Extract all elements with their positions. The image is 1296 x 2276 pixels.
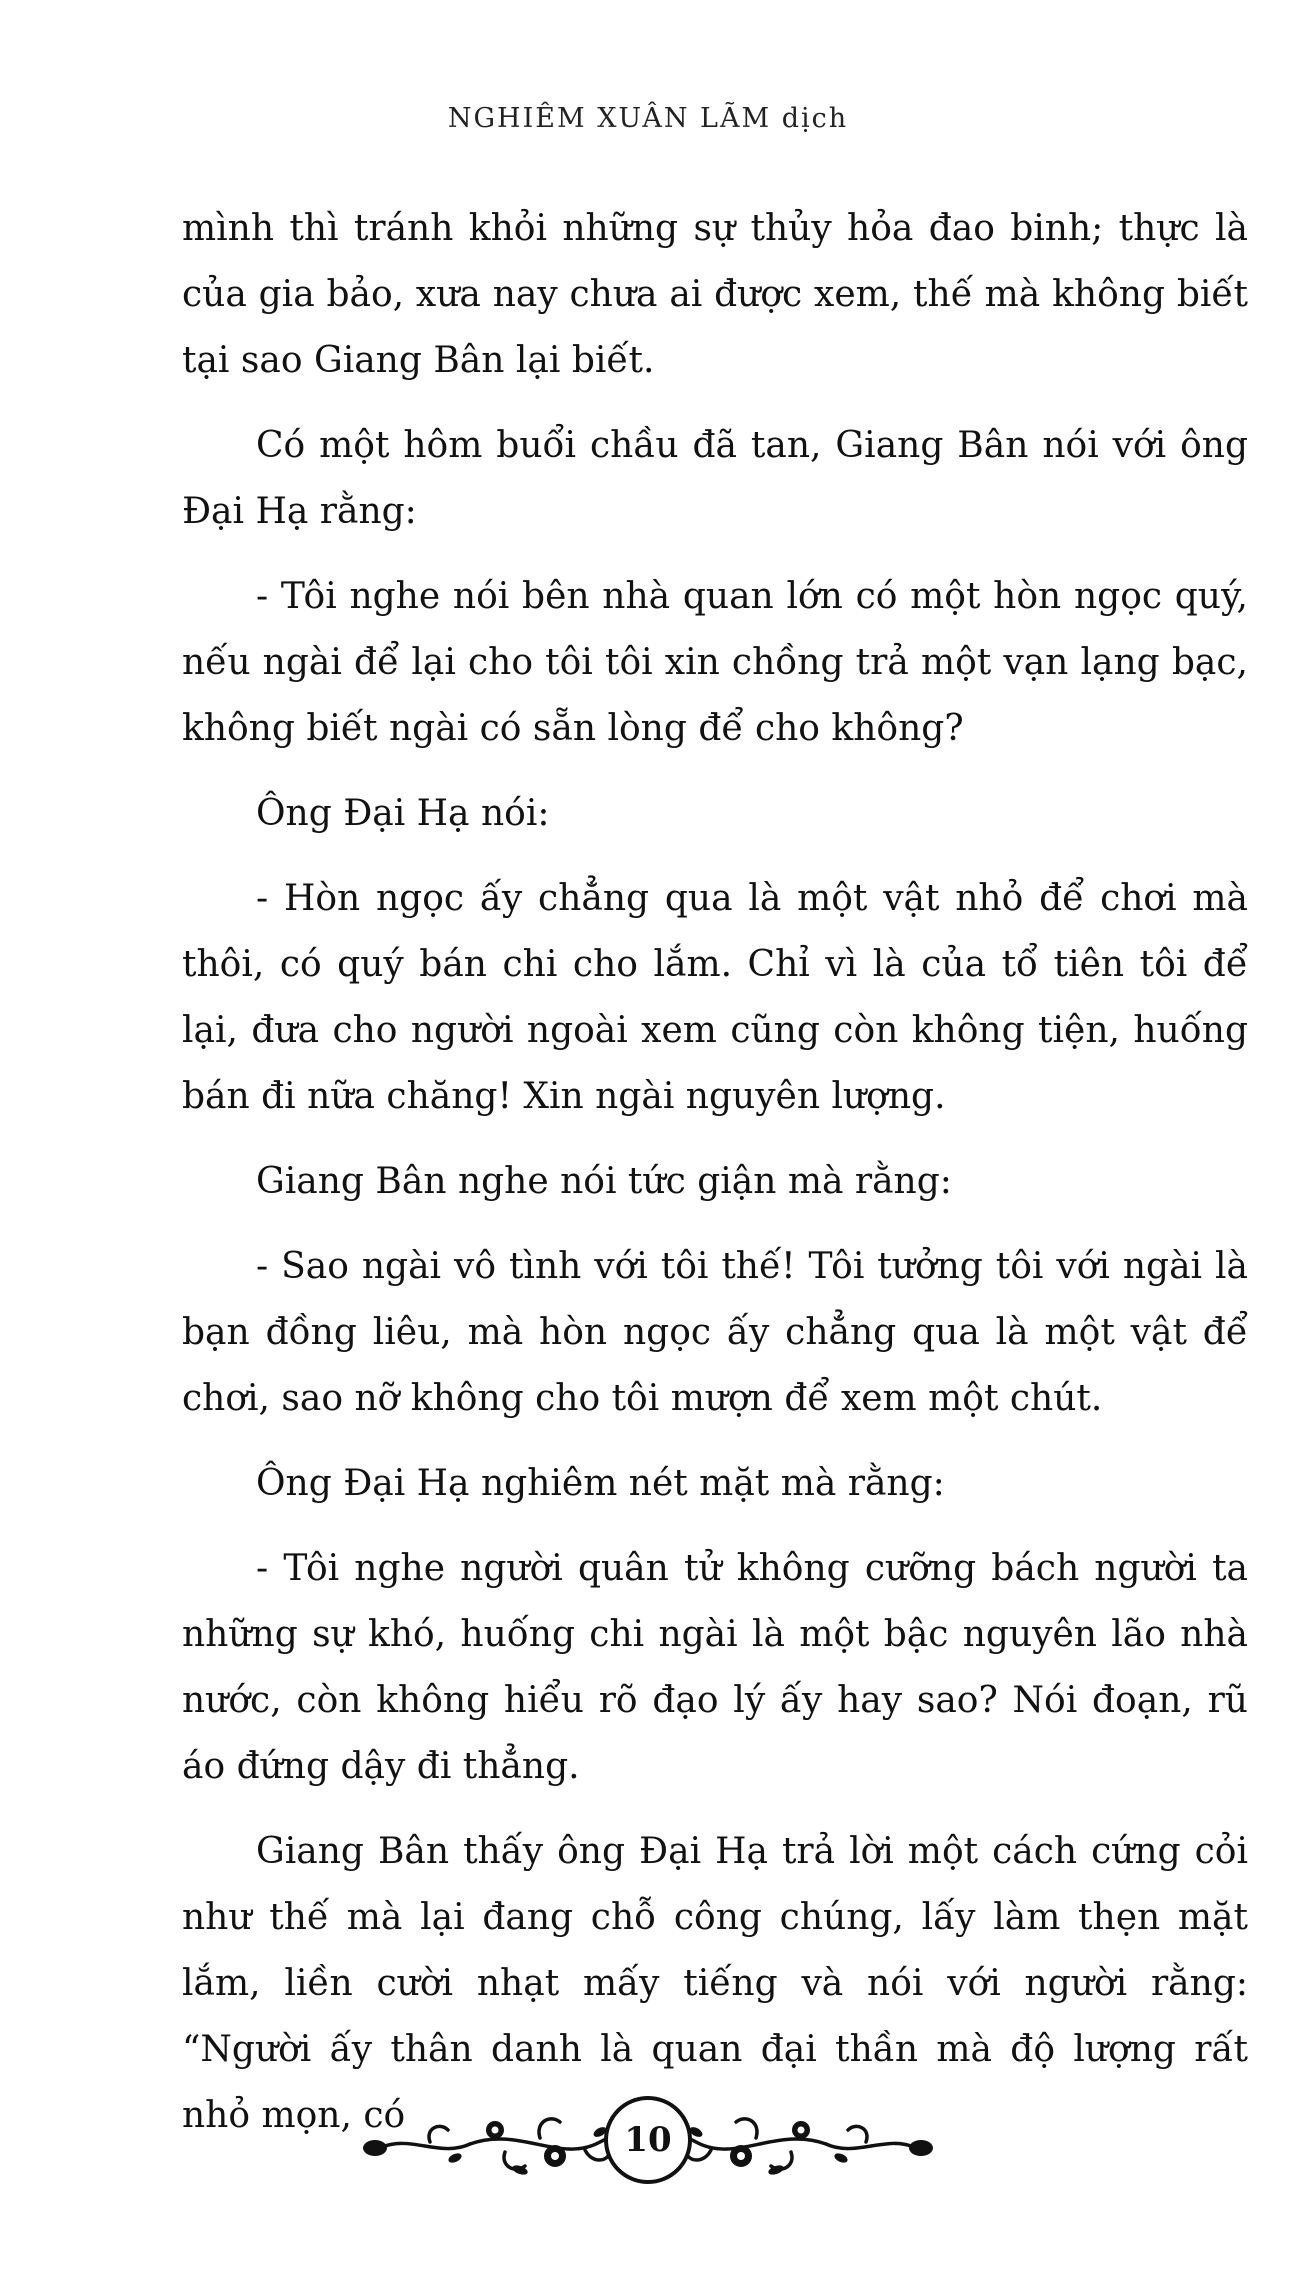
- paragraph-dialogue: - Hòn ngọc ấy chẳng qua là một vật nhỏ để chơi mà thôi, có quý bán chi cho lắm. Chỉ vì là của tổ tiên tôi để lại, đưa cho người ngoài xem cũng còn không tiện, huống bán đi nữa chăng! Xin ngài nguyên lượng.: [182, 878, 1248, 1117]
- paragraph-dialogue: - Tôi nghe nói bên nhà quan lớn có một hòn ngọc quý, nếu ngài để lại cho tôi tôi xin chồng trả một vạn lạng bạc, không biết ngài có sẵn lòng để cho không?: [182, 576, 1248, 749]
- body-text: [182, 196, 1248, 2168]
- paragraph: Ông Đại Hạ nói:: [256, 793, 550, 834]
- paragraph-dialogue: - Sao ngài vô tình với tôi thế! Tôi tưởng tôi với ngài là bạn đồng liêu, mà hòn ngọc ấy chẳng qua là một vật để chơi, sao nỡ không cho tôi mượn để xem một chút.: [182, 1246, 1248, 1419]
- paragraph-dialogue: - Tôi nghe người quân tử không cưỡng bách người ta những sự khó, huống chi ngài là một bậc nguyên lão nhà nước, còn không hiểu rõ đạo lý ấy hay sao? Nói đoạn, rũ áo đứng dậy đi thẳng.: [182, 1548, 1248, 1787]
- paragraph: Giang Bân nghe nói tức giận mà rằng:: [256, 1161, 952, 1202]
- paragraph: Giang Bân thấy ông Đại Hạ trả lời một cách cứng cỏi như thế mà lại đang chỗ công chúng, lấy làm thẹn mặt lắm, liền cười nhạt mấy tiếng và nói với người rằng: “Người ấy thân danh là quan đại thần mà độ lượng rất nhỏ mọn, có: [182, 1831, 1248, 2136]
- paragraph: Có một hôm buổi chầu đã tan, Giang Bân nói với ông Đại Hạ rằng:: [182, 425, 1248, 532]
- page-footer: [0, 2086, 1296, 2196]
- paragraph: Ông Đại Hạ nghiêm nét mặt mà rằng:: [256, 1463, 945, 1504]
- running-header: NGHIÊM XUÂN LÃM dịch: [447, 103, 849, 134]
- page-number: 10: [624, 2120, 672, 2160]
- paragraph-continuation: mình thì tránh khỏi những sự thủy hỏa đao binh; thực là của gia bảo, xưa nay chưa ai được xem, thế mà không biết tại sao Giang Bân lại biết.: [182, 208, 1248, 381]
